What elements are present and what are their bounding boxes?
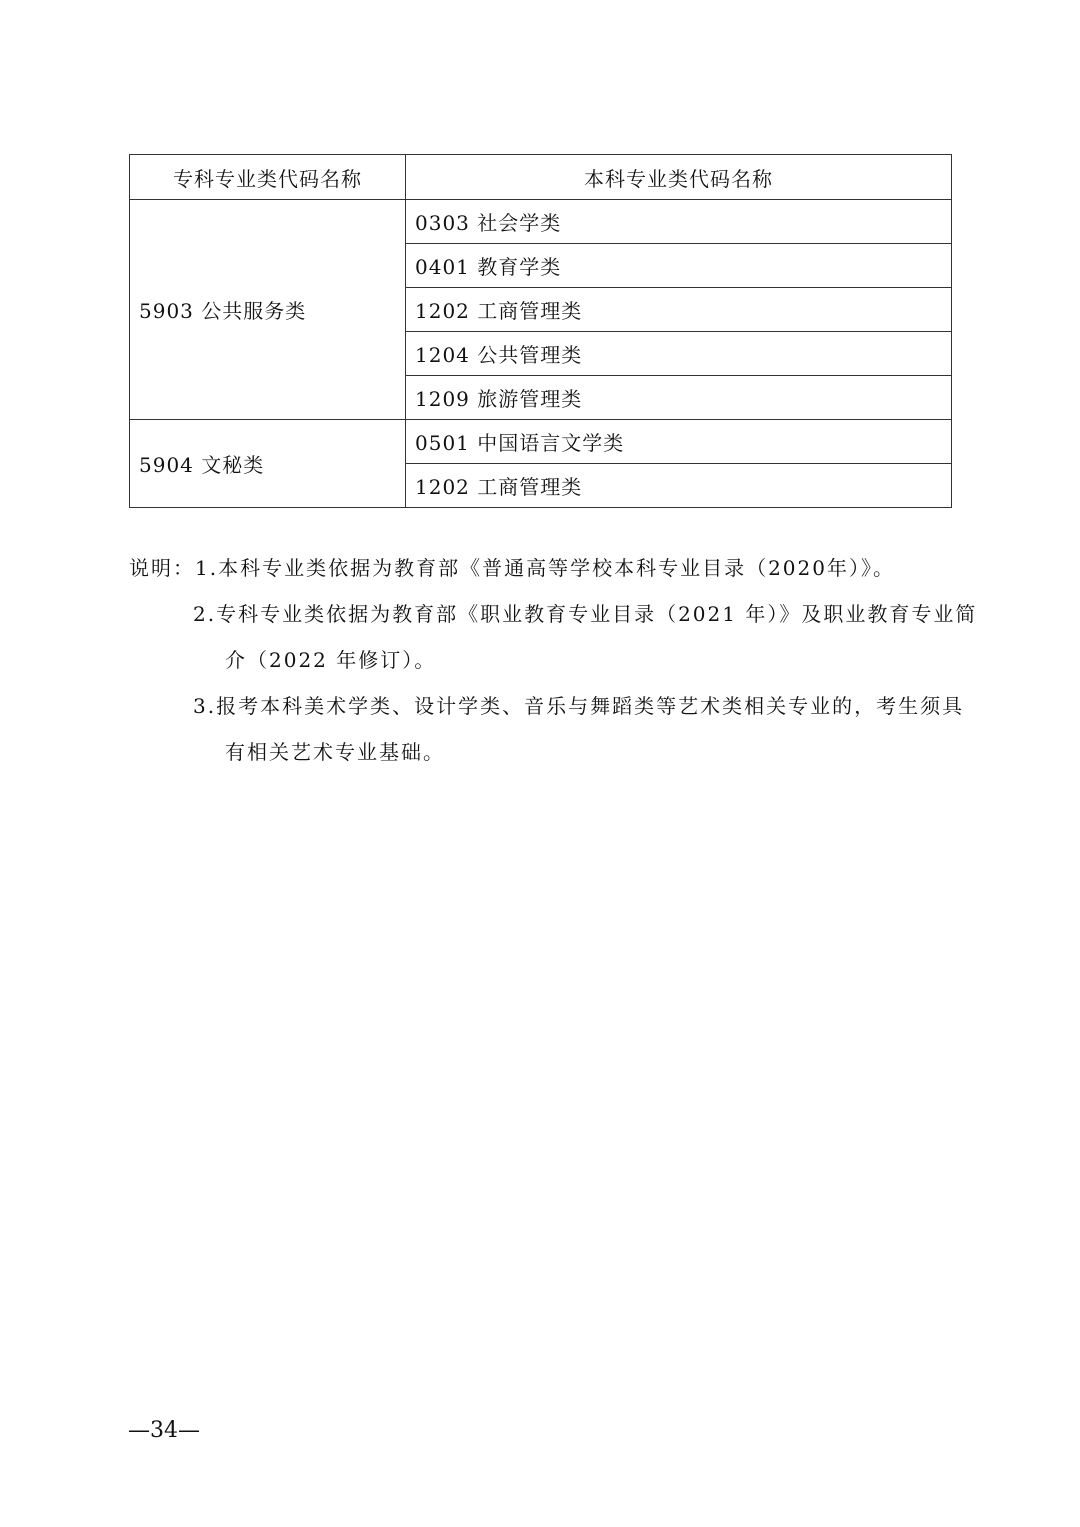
note-item [129,545,954,591]
zhuanke-cell: 5903 公共服务类 [130,200,406,420]
benke-cell: 0303 社会学类 [406,200,952,244]
zhuanke-cell: 5904 文秘类 [130,420,406,508]
benke-cell: 1209 旅游管理类 [406,376,952,420]
benke-cell: 0501 中国语言文学类 [406,420,952,464]
benke-cell: 1202 工商管理类 [406,288,952,332]
note-text: 1.本科专业类依据为教育部《普通高等学校本科专业目录（2020年）》。 [195,556,895,580]
note-item: 3.报考本科美术学类、设计学类、音乐与舞蹈类等艺术类相关专业的，考生须具 [193,694,965,718]
note-item: 2.专科专业类依据为教育部《职业教育专业目录（2021 年）》及职业教育专业简 [193,602,978,626]
major-mapping-table [129,154,952,508]
benke-cell: 0401 教育学类 [406,244,952,288]
header-benke: 本科专业类代码名称 [406,155,952,200]
benke-cell: 1202 工商管理类 [406,464,952,508]
note-item-continued: 有相关艺术专业基础。 [225,740,445,764]
table-row [130,200,952,244]
header-zhuanke: 专科专业类代码名称 [130,155,406,200]
notes-lead: 说明： [129,556,195,580]
notes-section [129,545,978,775]
note-item-continued: 介（2022 年修订）。 [225,648,437,672]
page-number: —34— [128,1418,200,1443]
table-header-row [130,155,952,200]
benke-cell: 1204 公共管理类 [406,332,952,376]
table-row [130,420,952,464]
